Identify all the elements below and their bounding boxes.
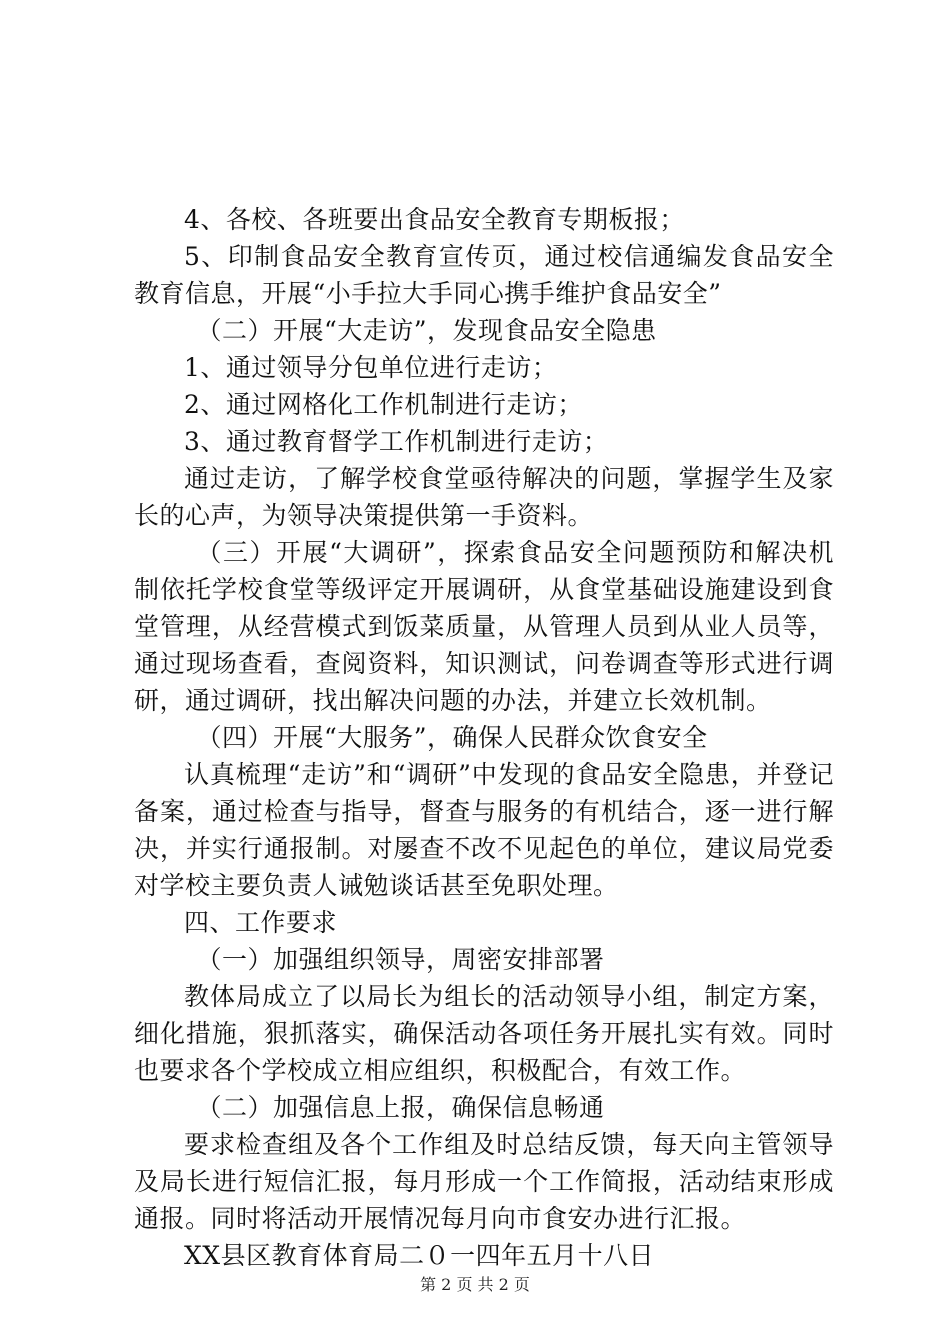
paragraph-item-5: 5、印制食品安全教育宣传页，通过校信通编发食品安全教育信息，开展“小手拉大手同心携手维护食品安全” (134, 242, 834, 308)
signature-date: XX县区教育体育局二０一四年五月十八日 (184, 1241, 655, 1270)
subsection-heading-information: （二）加强信息上报，确保信息畅通 (196, 1093, 605, 1122)
subsection-heading-organization: （一）加强组织领导，周密安排部署 (196, 945, 605, 974)
paragraph-information: 要求检查组及各个工作组及时总结反馈，每天向主管领导及局长进行短信汇报，每月形成一个工作简报，活动结束形成通报。同时将活动开展情况每月向市食安办进行汇报。 (134, 1130, 834, 1233)
paragraph-visit-2: 2、通过网格化工作机制进行走访； (184, 390, 583, 419)
document-body (134, 201, 834, 1274)
page-footer (0, 1272, 950, 1295)
section-heading-requirements: 四、工作要求 (184, 908, 338, 937)
paragraph-visit-1: 1、通过领导分包单位进行走访； (184, 353, 558, 382)
section-heading-visits: （二）开展“大走访”，发现食品安全隐患 (196, 316, 657, 345)
paragraph-organization: 教体局成立了以局长为组长的活动领导小组，制定方案，细化措施，狠抓落实，确保活动各项任务开展扎实有效。同时也要求各个学校成立相应组织，积极配合，有效工作。 (134, 982, 834, 1085)
paragraph-visit-summary: 通过走访，了解学校食堂亟待解决的问题，掌握学生及家长的心声，为领导决策提供第一手资料。 (134, 464, 834, 530)
paragraph-item-4: 4、各校、各班要出食品安全教育专期板报； (184, 205, 685, 234)
page-number-label: 第 2 页 共 2 页 (420, 1275, 530, 1294)
paragraph-service: 认真梳理“走访”和“调研”中发现的食品安全隐患，并登记备案，通过检查与指导，督查与服务的有机结合，逐一进行解决，并实行通报制。对屡查不改不见起色的单位，建议局党委对学校主要负责人诫勉谈话甚至免职处理。 (134, 760, 834, 900)
section-research: （三）开展“大调研”，探索食品安全问题预防和解决机制依托学校食堂等级评定开展调研，从食堂基础设施建设到食堂管理，从经营模式到饭菜质量，从管理人员到从业人员等，通过现场查看，查阅资料，知识测试，问卷调查等形式进行调研，通过调研，找出解决问题的办法，并建立长效机制。 (134, 538, 834, 715)
section-heading-service: （四）开展“大服务”，确保人民群众饮食安全 (196, 723, 708, 752)
paragraph-visit-3: 3、通过教育督学工作机制进行走访； (184, 427, 609, 456)
